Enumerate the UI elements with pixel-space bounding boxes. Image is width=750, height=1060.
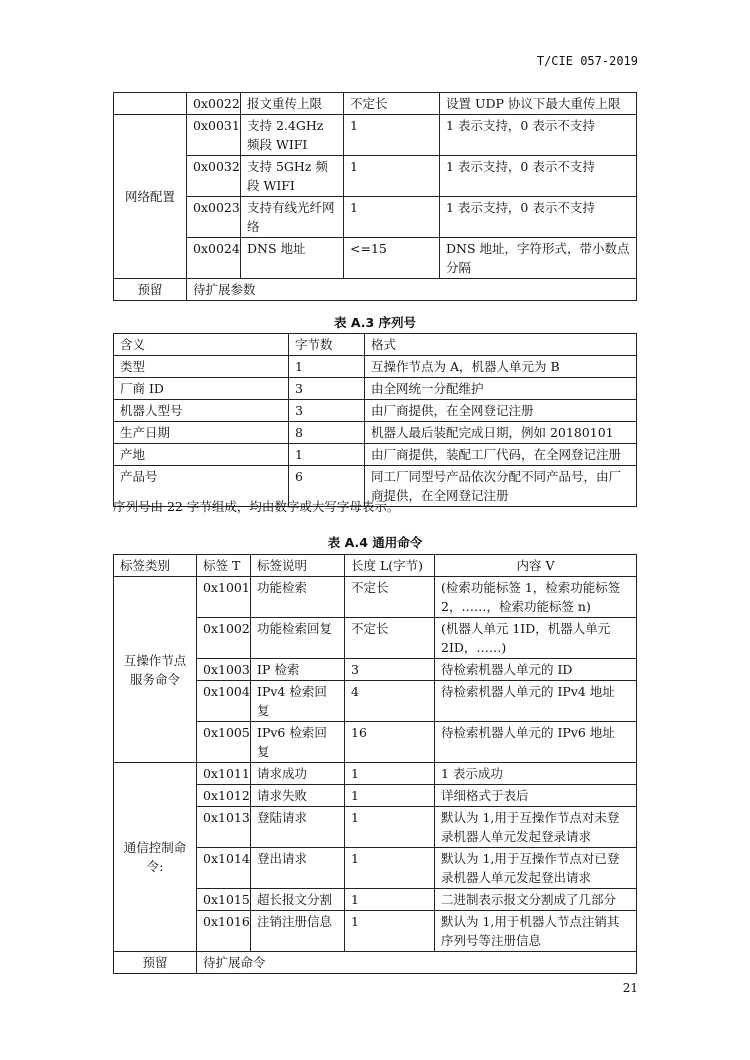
tag-cell: 0x1004 [197,681,251,722]
content-cell: 设置 UDP 协议下最大重传上限 [440,93,637,115]
reserved-label: 预留 [114,279,187,301]
content-cell: 默认为 1,用于互操作节点对已登录机器人单元发起登出请求 [435,848,637,889]
desc-cell: 支持 2.4GHz 频段 WIFI [241,115,344,156]
table-row [114,279,637,301]
desc-cell: 功能检索 [251,577,345,618]
length-cell: 16 [345,722,435,763]
content-cell: (检索功能标签 1，检索功能标签 2，……，检索功能标签 n) [435,577,637,618]
format-cell: 互操作节点为 A，机器人单元为 B [365,356,637,378]
desc-cell: IP 检索 [251,659,345,681]
column-header: 字节数 [289,334,365,356]
reserved-label: 预留 [114,952,197,974]
bytes-cell: 6 [289,466,365,507]
general-commands-table [113,554,637,974]
bytes-cell: 3 [289,400,365,422]
table-row [114,422,637,444]
bytes-cell: 8 [289,422,365,444]
category-cell [114,93,187,115]
tag-cell: 0x0024 [187,238,241,279]
length-cell: 1 [344,115,440,156]
table-header-row [114,555,637,577]
column-header: 内容 V [435,555,637,577]
desc-cell: 请求成功 [251,763,345,785]
table-row [114,115,637,156]
content-cell: (机器人单元 1ID，机器人单元 2ID，……) [435,618,637,659]
tag-cell: 0x1001 [197,577,251,618]
table-row [114,952,637,974]
table-row [114,444,637,466]
length-cell: 1 [345,807,435,848]
length-cell: 1 [345,889,435,911]
table-a4-caption: 表 A.4 通用命令 [327,535,423,550]
tag-cell: 0x1016 [197,911,251,952]
content-cell: 1 表示支持，0 表示不支持 [440,156,637,197]
desc-cell: 登出请求 [251,848,345,889]
table-header-row [114,334,637,356]
bytes-cell: 1 [289,356,365,378]
desc-cell: DNS 地址 [241,238,344,279]
table-row [114,763,637,785]
desc-cell: 支持 5GHz 频段 WIFI [241,156,344,197]
reserved-text: 待扩展命令 [197,952,637,974]
table-row [114,577,637,618]
tag-cell: 0x1002 [197,618,251,659]
content-cell: 待检索机器人单元的 IPv6 地址 [435,722,637,763]
length-cell: 1 [344,197,440,238]
format-cell: 由厂商提供，装配工厂代码，在全网登记注册 [365,444,637,466]
content-cell: DNS 地址，字符形式，带小数点分隔 [440,238,637,279]
table-row [114,156,637,197]
category-cell: 通信控制命令: [114,763,197,952]
page-number: 21 [622,981,638,995]
format-cell: 由厂商提供，在全网登记注册 [365,400,637,422]
content-cell: 1 表示支持，0 表示不支持 [440,197,637,238]
meaning-cell: 类型 [114,356,289,378]
desc-cell: 超长报文分割 [251,889,345,911]
length-cell: 1 [345,763,435,785]
column-header: 格式 [365,334,637,356]
reserved-text: 待扩展参数 [187,279,637,301]
bytes-cell: 3 [289,378,365,400]
desc-cell: 注销注册信息 [251,911,345,952]
meaning-cell: 生产日期 [114,422,289,444]
content-cell: 默认为 1,用于机器人节点注销其序列号等注册信息 [435,911,637,952]
meaning-cell: 产品号 [114,466,289,507]
table-row [114,197,637,238]
length-cell: 1 [345,848,435,889]
table-row [114,378,637,400]
length-cell: 4 [345,681,435,722]
content-cell: 详细格式于表后 [435,785,637,807]
content-cell: 1 表示成功 [435,763,637,785]
tag-cell: 0x1012 [197,785,251,807]
table-a3-caption: 表 A.3 序列号 [333,315,417,330]
serial-number-table [113,333,637,507]
length-cell: 1 [344,156,440,197]
column-header: 标签 T [197,555,251,577]
desc-cell: 请求失败 [251,785,345,807]
format-cell: 由全网统一分配维护 [365,378,637,400]
length-cell: 不定长 [345,577,435,618]
document-code: T/CIE 057-2019 [536,54,638,68]
tag-cell: 0x1013 [197,807,251,848]
desc-cell: 支持有线光纤网络 [241,197,344,238]
desc-cell: 登陆请求 [251,807,345,848]
format-cell: 机器人最后装配完成日期，例如 20180101 [365,422,637,444]
tag-cell: 0x0023 [187,197,241,238]
length-cell: 不定长 [344,93,440,115]
tag-cell: 0x0031 [187,115,241,156]
tag-cell: 0x0022 [187,93,241,115]
length-cell: 1 [345,785,435,807]
content-cell: 待检索机器人单元的 ID [435,659,637,681]
column-header: 含义 [114,334,289,356]
tag-cell: 0x1014 [197,848,251,889]
category-cell: 网络配置 [114,115,187,279]
network-config-table [113,92,637,301]
length-cell: 3 [345,659,435,681]
table-row [114,400,637,422]
tag-cell: 0x1011 [197,763,251,785]
column-header: 标签说明 [251,555,345,577]
desc-cell: 功能检索回复 [251,618,345,659]
desc-cell: IPv6 检索回复 [251,722,345,763]
length-cell: 不定长 [345,618,435,659]
bytes-cell: 1 [289,444,365,466]
tag-cell: 0x0032 [187,156,241,197]
meaning-cell: 产地 [114,444,289,466]
length-cell: 1 [345,911,435,952]
serial-number-note: 序列号由 22 字节组成，均由数字或大写字母表示。 [113,499,400,514]
tag-cell: 0x1005 [197,722,251,763]
tag-cell: 0x1003 [197,659,251,681]
content-cell: 待检索机器人单元的 IPv4 地址 [435,681,637,722]
meaning-cell: 机器人型号 [114,400,289,422]
desc-cell: IPv4 检索回复 [251,681,345,722]
format-cell: 同工厂同型号产品依次分配不同产品号，由厂商提供，在全网登记注册 [365,466,637,507]
content-cell: 1 表示支持，0 表示不支持 [440,115,637,156]
table-row [114,238,637,279]
table-row [114,356,637,378]
category-cell: 互操作节点服务命令 [114,577,197,763]
length-cell: <=15 [344,238,440,279]
column-header: 长度 L(字节) [345,555,435,577]
table-row [114,93,637,115]
meaning-cell: 厂商 ID [114,378,289,400]
tag-cell: 0x1015 [197,889,251,911]
desc-cell: 报文重传上限 [241,93,344,115]
content-cell: 默认为 1,用于互操作节点对未登录机器人单元发起登录请求 [435,807,637,848]
content-cell: 二进制表示报文分割成了几部分 [435,889,637,911]
column-header: 标签类别 [114,555,197,577]
